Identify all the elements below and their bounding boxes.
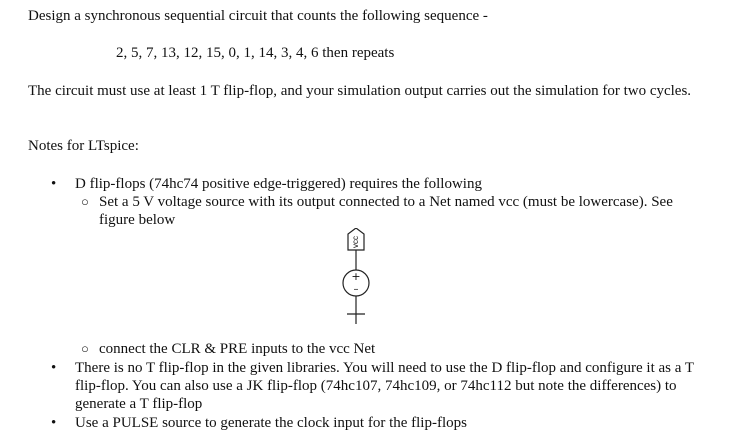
subbullet-circle: ○ (81, 194, 89, 209)
plus-sign: + (351, 270, 361, 283)
bullet-dot: • (51, 176, 57, 192)
bullet-d-flipflop: D flip-flops (74hc74 positive edge-triggered) requires the following (75, 176, 482, 192)
sequence-text: 2, 5, 7, 13, 12, 15, 0, 1, 14, 3, 4, 6 then repeats (116, 45, 395, 61)
minus-sign: – (353, 284, 359, 295)
bullet-pulse-source: Use a PULSE source to generate the clock input for the flip-flops (75, 415, 467, 431)
subbullet-voltage-source: Set a 5 V voltage source with its output connected to a Net named vcc (must be lowercase). See figure below (99, 194, 673, 228)
page-title: Design a synchronous sequential circuit that counts the following sequence - (28, 8, 488, 24)
bullet-dot: • (51, 415, 57, 431)
requirement-text: The circuit must use at least 1 T flip-flop, and your simulation output carries out the simulation for two cycles. (28, 83, 692, 99)
net-label-text: vcc (351, 236, 361, 248)
subbullet-clr-pre: connect the CLR & PRE inputs to the vcc Net (99, 341, 376, 357)
vcc-voltage-source-figure (338, 228, 374, 330)
subbullet-circle: ○ (81, 341, 89, 356)
bullet-dot: • (51, 360, 57, 376)
notes-heading: Notes for LTspice: (28, 138, 139, 154)
bullet-t-flipflop: There is no T flip-flop in the given libraries. You will need to use the D flip-flop and configure it as a T flip-flop. You can also use a JK flip-flop (74hc107, 74hc109, or 74hc112 but note the differences) to generate a T flip-flop (75, 360, 694, 412)
